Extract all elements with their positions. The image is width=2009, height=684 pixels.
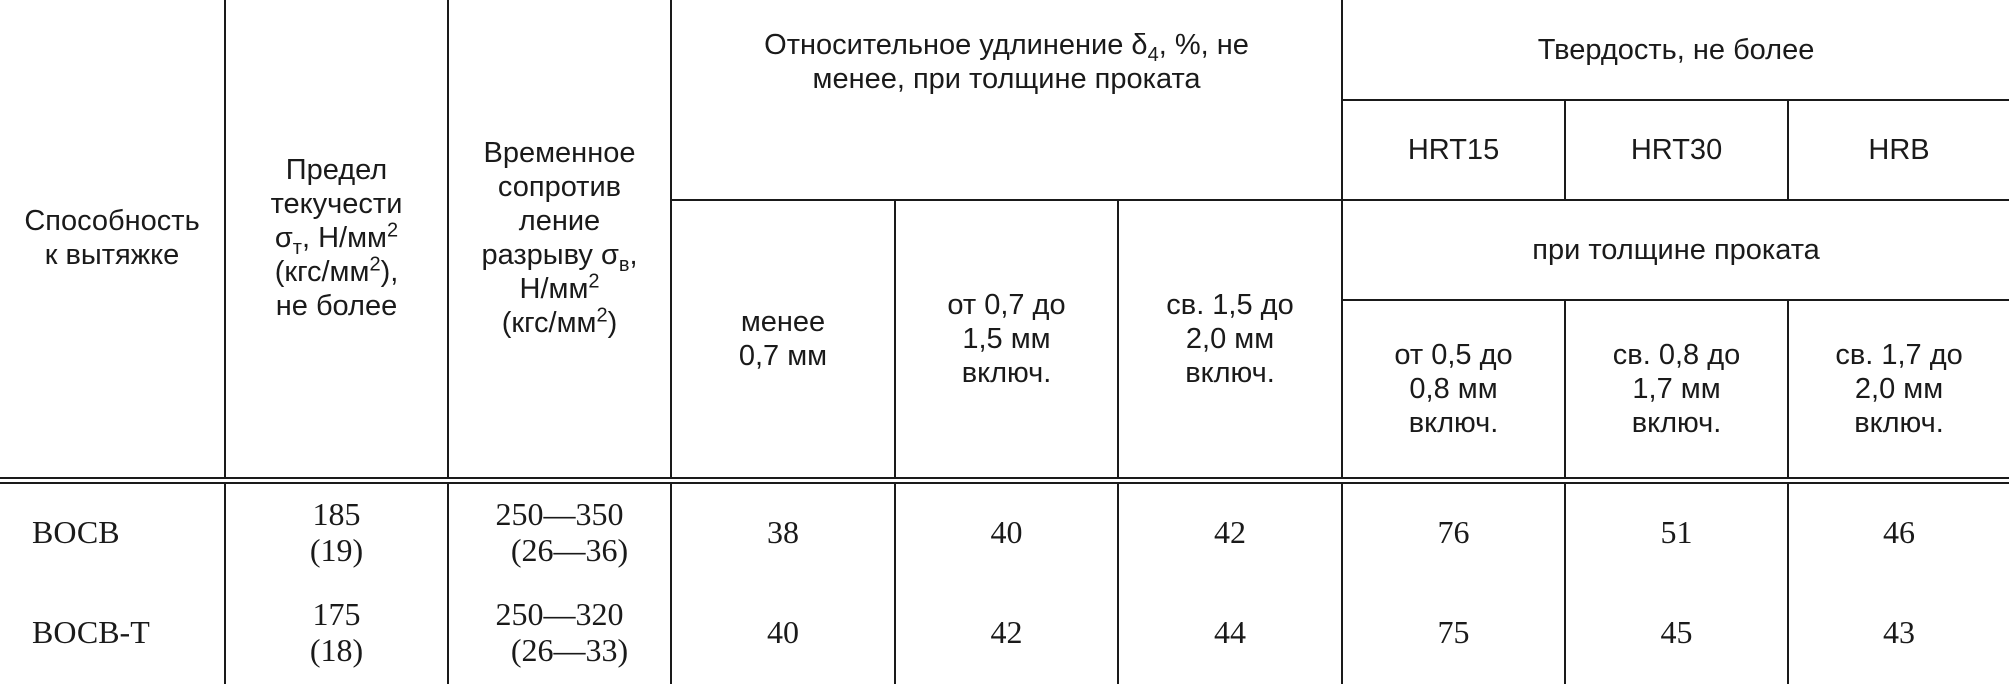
- header-tensile-kgs-superscript: 2: [596, 304, 608, 327]
- header-hardness-col-2: [1565, 300, 1788, 480]
- cell-elongation-1: 38: [671, 480, 895, 580]
- header-yield-symbol: σ: [274, 222, 293, 255]
- cell-yield-kgs: (18): [309, 632, 364, 668]
- header-elongation-col-2-line3: включ.: [961, 356, 1052, 389]
- header-yield-line4: [232, 255, 441, 289]
- header-hardness: Твердость, не более: [1342, 0, 2009, 100]
- header-yield-superscript: 2: [386, 219, 399, 242]
- header-drawability-line1: Способность: [24, 205, 200, 238]
- header-elongation-col-2-line1: от 0,7 до: [947, 288, 1066, 321]
- cell-tensile-value: 250—350: [495, 495, 624, 532]
- cell-tensile-kgs: (26—33): [510, 632, 629, 668]
- cell-yield: [225, 580, 448, 684]
- header-tensile-strength: [448, 0, 671, 480]
- header-drawability-line2: к вытяжке: [44, 239, 180, 272]
- header-yield-line2: текучести: [270, 188, 403, 221]
- table-row: [0, 580, 2009, 684]
- header-elongation-line1: [678, 28, 1335, 66]
- header-tensile-unit-superscript: 2: [588, 270, 600, 293]
- cell-yield-value: 175: [312, 596, 361, 632]
- header-elongation-col-3: [1118, 200, 1342, 480]
- header-hardness-col-3: [1788, 300, 2009, 480]
- cell-hardness-3: 43: [1788, 580, 2009, 684]
- cell-yield-value: 185: [312, 495, 361, 532]
- header-hardness-col-1-line2: 0,8 мм: [1409, 372, 1498, 405]
- header-elongation-col-1-line1: менее: [740, 305, 826, 338]
- header-elongation-subscript: 4: [1147, 43, 1159, 66]
- header-hardness-col-2-line3: включ.: [1631, 406, 1722, 439]
- header-tensile-line6: [455, 306, 664, 340]
- header-elongation-col-3-line2: 2,0 мм: [1185, 322, 1275, 355]
- header-hardness-col-1-line1: от 0,5 до: [1394, 338, 1513, 371]
- header-hardness-col-2-line1: св. 0,8 до: [1612, 338, 1741, 371]
- header-yield-line5: не более: [275, 290, 398, 323]
- header-elongation-col-2: [895, 200, 1118, 480]
- header-elongation-line2: менее, при толщине проката: [812, 63, 1201, 95]
- header-yield-unit: , Н/мм: [301, 222, 387, 255]
- header-hardness-col-1: [1342, 300, 1565, 480]
- header-yield-kgs-close: ),: [380, 256, 399, 289]
- cell-tensile-kgs: (26—36): [510, 531, 629, 568]
- header-hardness-col-3-line1: св. 1,7 до: [1835, 338, 1963, 371]
- header-yield-kgs-superscript: 2: [369, 253, 381, 276]
- cell-hardness-2: 45: [1565, 580, 1788, 684]
- header-yield-strength: [225, 0, 448, 480]
- cell-hardness-3: 46: [1788, 480, 2009, 580]
- cell-elongation-2: 42: [895, 580, 1118, 684]
- header-elongation-col-1-line2: 0,7 мм: [738, 339, 828, 372]
- header-hardness-hrb: HRB: [1788, 100, 2009, 200]
- header-elongation-suffix: , %, не: [1158, 29, 1249, 61]
- header-elongation: [671, 0, 1342, 200]
- cell-yield-kgs: (19): [309, 531, 364, 568]
- header-elongation-col-2-line2: 1,5 мм: [962, 322, 1051, 355]
- header-elongation-text: Относительное удлинение δ: [764, 29, 1148, 61]
- header-tensile-comma: ,: [629, 239, 638, 272]
- header-tensile-line3: ление: [518, 205, 601, 238]
- header-tensile-subscript: в: [618, 254, 630, 277]
- cell-elongation-3: 44: [1118, 580, 1342, 684]
- header-tensile-line5: [455, 272, 664, 306]
- cell-tensile: [448, 480, 671, 580]
- table-row: [0, 480, 2009, 580]
- cell-yield: [225, 480, 448, 580]
- header-yield-kgs: (кгс/мм: [274, 256, 370, 289]
- header-hardness-col-1-line3: включ.: [1408, 406, 1499, 439]
- cell-elongation-1: 40: [671, 580, 895, 684]
- header-tensile-kgs-close: ): [607, 307, 618, 340]
- cell-hardness-1: 76: [1342, 480, 1565, 580]
- cell-elongation-3: 42: [1118, 480, 1342, 580]
- header-elongation-col-3-line3: включ.: [1185, 356, 1275, 389]
- header-tensile-line1: Временное: [483, 137, 636, 170]
- header-tensile-unit: Н/мм: [519, 273, 589, 306]
- header-hardness-col-3-line3: включ.: [1854, 406, 1944, 439]
- header-elongation-col-1: [671, 200, 895, 480]
- header-yield-line1: Предел: [285, 154, 388, 187]
- header-yield-line3: [232, 219, 441, 260]
- cell-grade: ВОСВ: [0, 480, 225, 580]
- header-tensile-kgs: (кгс/мм: [501, 307, 597, 340]
- cell-grade: ВОСВ-Т: [0, 580, 225, 684]
- cell-elongation-2: 40: [895, 480, 1118, 580]
- header-tensile-break: разрыву σ: [481, 239, 619, 272]
- header-tensile-line4: [455, 238, 664, 277]
- header-tensile-line2: сопротив: [497, 171, 622, 204]
- cell-tensile-value: 250—320: [495, 596, 624, 632]
- header-drawability: [0, 0, 225, 480]
- cell-tensile: [448, 580, 671, 684]
- header-hardness-hrt15: HRT15: [1342, 100, 1565, 200]
- cell-hardness-1: 75: [1342, 580, 1565, 684]
- header-hardness-col-3-line2: 2,0 мм: [1854, 372, 1944, 405]
- header-elongation-col-3-line1: св. 1,5 до: [1166, 288, 1294, 321]
- header-hardness-hrt30: HRT30: [1565, 100, 1788, 200]
- header-yield-subscript: т: [292, 237, 302, 260]
- cell-hardness-2: 51: [1565, 480, 1788, 580]
- header-hardness-col-2-line2: 1,7 мм: [1632, 372, 1721, 405]
- header-hardness-thickness: при толщине проката: [1342, 200, 2009, 300]
